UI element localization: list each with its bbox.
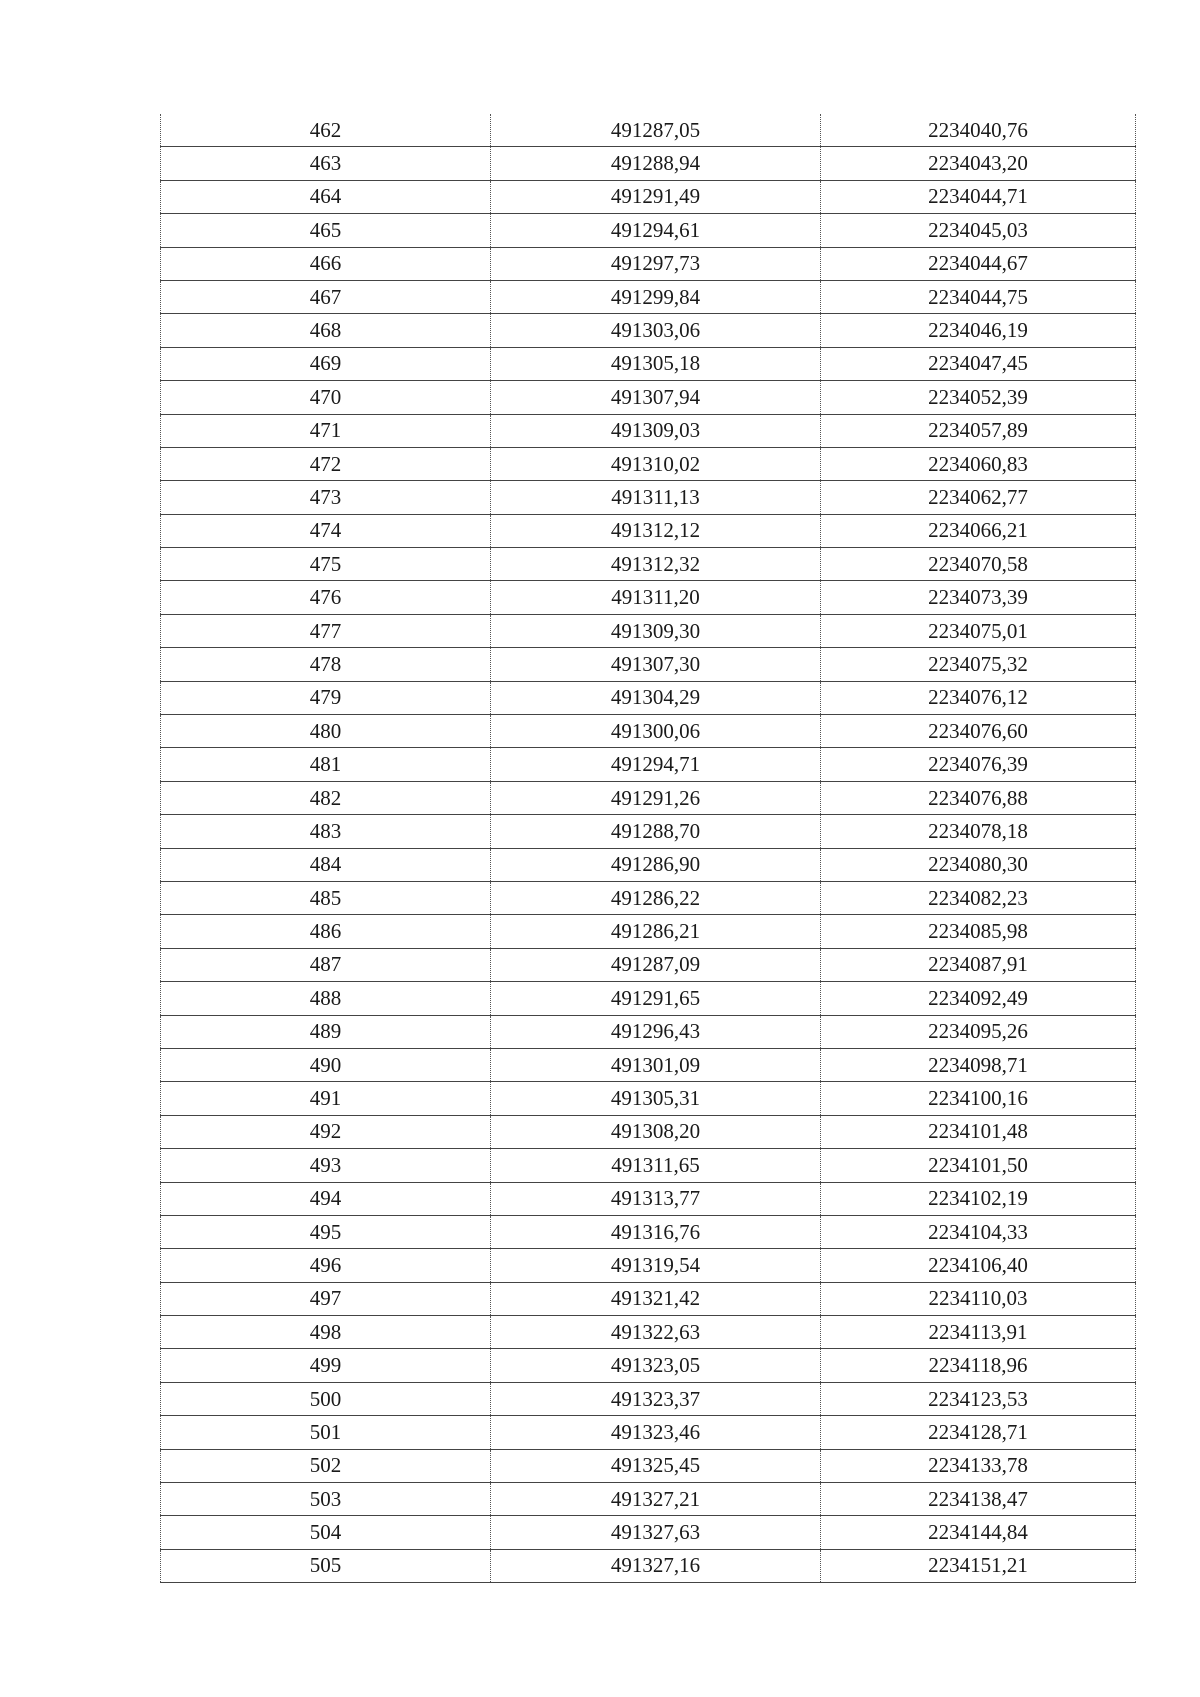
x-coordinate-cell: 491287,09: [491, 948, 821, 981]
point-number-cell: 469: [161, 347, 491, 380]
y-coordinate-cell: 2234076,12: [821, 681, 1136, 714]
y-coordinate-cell: 2234044,75: [821, 280, 1136, 313]
table-row: [161, 1549, 1136, 1582]
y-coordinate-cell: 2234101,48: [821, 1115, 1136, 1148]
table-row: [161, 147, 1136, 180]
table-row: [161, 1449, 1136, 1482]
x-coordinate-cell: 491286,90: [491, 848, 821, 881]
x-coordinate-cell: 491303,06: [491, 314, 821, 347]
y-coordinate-cell: 2234044,67: [821, 247, 1136, 280]
x-coordinate-cell: 491305,18: [491, 347, 821, 380]
table-row: [161, 1249, 1136, 1282]
point-number-cell: 464: [161, 180, 491, 213]
y-coordinate-cell: 2234151,21: [821, 1549, 1136, 1582]
point-number-cell: 475: [161, 548, 491, 581]
y-coordinate-cell: 2234128,71: [821, 1416, 1136, 1449]
point-number-cell: 476: [161, 581, 491, 614]
table-row: [161, 280, 1136, 313]
coordinates-table: [160, 114, 1136, 1583]
y-coordinate-cell: 2234082,23: [821, 881, 1136, 914]
x-coordinate-cell: 491325,45: [491, 1449, 821, 1482]
point-number-cell: 498: [161, 1316, 491, 1349]
table-row: [161, 514, 1136, 547]
x-coordinate-cell: 491305,31: [491, 1082, 821, 1115]
y-coordinate-cell: 2234076,60: [821, 715, 1136, 748]
table-row: [161, 347, 1136, 380]
point-number-cell: 493: [161, 1149, 491, 1182]
point-number-cell: 488: [161, 982, 491, 1015]
table-row: [161, 1015, 1136, 1048]
x-coordinate-cell: 491307,94: [491, 381, 821, 414]
x-coordinate-cell: 491323,37: [491, 1382, 821, 1415]
x-coordinate-cell: 491312,32: [491, 548, 821, 581]
table-row: [161, 1182, 1136, 1215]
x-coordinate-cell: 491321,42: [491, 1282, 821, 1315]
point-number-cell: 486: [161, 915, 491, 948]
table-row: [161, 948, 1136, 981]
x-coordinate-cell: 491291,65: [491, 982, 821, 1015]
y-coordinate-cell: 2234076,88: [821, 781, 1136, 814]
table-row: [161, 781, 1136, 814]
y-coordinate-cell: 2234057,89: [821, 414, 1136, 447]
x-coordinate-cell: 491309,30: [491, 614, 821, 647]
x-coordinate-cell: 491286,21: [491, 915, 821, 948]
y-coordinate-cell: 2234040,76: [821, 114, 1136, 147]
point-number-cell: 484: [161, 848, 491, 881]
table-row: [161, 180, 1136, 213]
y-coordinate-cell: 2234087,91: [821, 948, 1136, 981]
point-number-cell: 503: [161, 1483, 491, 1516]
y-coordinate-cell: 2234106,40: [821, 1249, 1136, 1282]
point-number-cell: 491: [161, 1082, 491, 1115]
point-number-cell: 490: [161, 1048, 491, 1081]
y-coordinate-cell: 2234044,71: [821, 180, 1136, 213]
point-number-cell: 471: [161, 414, 491, 447]
table-row: [161, 1516, 1136, 1549]
table-row: [161, 1316, 1136, 1349]
x-coordinate-cell: 491323,46: [491, 1416, 821, 1449]
table-row: [161, 214, 1136, 247]
x-coordinate-cell: 491296,43: [491, 1015, 821, 1048]
y-coordinate-cell: 2234045,03: [821, 214, 1136, 247]
y-coordinate-cell: 2234110,03: [821, 1282, 1136, 1315]
y-coordinate-cell: 2234113,91: [821, 1316, 1136, 1349]
table-row: [161, 648, 1136, 681]
table-row: [161, 748, 1136, 781]
x-coordinate-cell: 491300,06: [491, 715, 821, 748]
table-row: [161, 1349, 1136, 1382]
table-row: [161, 1149, 1136, 1182]
table-row: [161, 715, 1136, 748]
x-coordinate-cell: 491323,05: [491, 1349, 821, 1382]
y-coordinate-cell: 2234043,20: [821, 147, 1136, 180]
y-coordinate-cell: 2234098,71: [821, 1048, 1136, 1081]
table-row: [161, 1048, 1136, 1081]
x-coordinate-cell: 491327,21: [491, 1483, 821, 1516]
point-number-cell: 501: [161, 1416, 491, 1449]
x-coordinate-cell: 491291,49: [491, 180, 821, 213]
table-row: [161, 848, 1136, 881]
table-row: [161, 247, 1136, 280]
table-row: [161, 414, 1136, 447]
point-number-cell: 478: [161, 648, 491, 681]
y-coordinate-cell: 2234066,21: [821, 514, 1136, 547]
x-coordinate-cell: 491294,71: [491, 748, 821, 781]
point-number-cell: 467: [161, 280, 491, 313]
y-coordinate-cell: 2234052,39: [821, 381, 1136, 414]
point-number-cell: 483: [161, 815, 491, 848]
x-coordinate-cell: 491287,05: [491, 114, 821, 147]
y-coordinate-cell: 2234073,39: [821, 581, 1136, 614]
coordinates-table-body: [161, 114, 1136, 1583]
x-coordinate-cell: 491327,16: [491, 1549, 821, 1582]
y-coordinate-cell: 2234101,50: [821, 1149, 1136, 1182]
y-coordinate-cell: 2234133,78: [821, 1449, 1136, 1482]
point-number-cell: 477: [161, 614, 491, 647]
x-coordinate-cell: 491312,12: [491, 514, 821, 547]
point-number-cell: 492: [161, 1115, 491, 1148]
x-coordinate-cell: 491316,76: [491, 1215, 821, 1248]
y-coordinate-cell: 2234047,45: [821, 347, 1136, 380]
y-coordinate-cell: 2234070,58: [821, 548, 1136, 581]
table-row: [161, 114, 1136, 147]
x-coordinate-cell: 491327,63: [491, 1516, 821, 1549]
x-coordinate-cell: 491310,02: [491, 447, 821, 480]
x-coordinate-cell: 491286,22: [491, 881, 821, 914]
table-row: [161, 815, 1136, 848]
table-row: [161, 381, 1136, 414]
x-coordinate-cell: 491299,84: [491, 280, 821, 313]
y-coordinate-cell: 2234100,16: [821, 1082, 1136, 1115]
table-row: [161, 581, 1136, 614]
point-number-cell: 499: [161, 1349, 491, 1382]
point-number-cell: 468: [161, 314, 491, 347]
table-row: [161, 548, 1136, 581]
point-number-cell: 496: [161, 1249, 491, 1282]
point-number-cell: 489: [161, 1015, 491, 1048]
point-number-cell: 485: [161, 881, 491, 914]
point-number-cell: 479: [161, 681, 491, 714]
table-row: [161, 982, 1136, 1015]
point-number-cell: 463: [161, 147, 491, 180]
x-coordinate-cell: 491311,13: [491, 481, 821, 514]
x-coordinate-cell: 491304,29: [491, 681, 821, 714]
y-coordinate-cell: 2234138,47: [821, 1483, 1136, 1516]
y-coordinate-cell: 2234060,83: [821, 447, 1136, 480]
y-coordinate-cell: 2234046,19: [821, 314, 1136, 347]
table-row: [161, 1115, 1136, 1148]
point-number-cell: 473: [161, 481, 491, 514]
table-row: [161, 1483, 1136, 1516]
point-number-cell: 505: [161, 1549, 491, 1582]
x-coordinate-cell: 491307,30: [491, 648, 821, 681]
y-coordinate-cell: 2234102,19: [821, 1182, 1136, 1215]
point-number-cell: 466: [161, 247, 491, 280]
x-coordinate-cell: 491288,94: [491, 147, 821, 180]
point-number-cell: 474: [161, 514, 491, 547]
table-row: [161, 681, 1136, 714]
point-number-cell: 495: [161, 1215, 491, 1248]
x-coordinate-cell: 491311,20: [491, 581, 821, 614]
point-number-cell: 494: [161, 1182, 491, 1215]
table-row: [161, 1416, 1136, 1449]
y-coordinate-cell: 2234123,53: [821, 1382, 1136, 1415]
x-coordinate-cell: 491301,09: [491, 1048, 821, 1081]
point-number-cell: 470: [161, 381, 491, 414]
point-number-cell: 462: [161, 114, 491, 147]
point-number-cell: 481: [161, 748, 491, 781]
point-number-cell: 482: [161, 781, 491, 814]
point-number-cell: 504: [161, 1516, 491, 1549]
y-coordinate-cell: 2234078,18: [821, 815, 1136, 848]
table-row: [161, 915, 1136, 948]
x-coordinate-cell: 491291,26: [491, 781, 821, 814]
y-coordinate-cell: 2234104,33: [821, 1215, 1136, 1248]
table-row: [161, 1082, 1136, 1115]
y-coordinate-cell: 2234080,30: [821, 848, 1136, 881]
y-coordinate-cell: 2234095,26: [821, 1015, 1136, 1048]
x-coordinate-cell: 491309,03: [491, 414, 821, 447]
table-row: [161, 1382, 1136, 1415]
point-number-cell: 502: [161, 1449, 491, 1482]
table-row: [161, 881, 1136, 914]
y-coordinate-cell: 2234092,49: [821, 982, 1136, 1015]
y-coordinate-cell: 2234075,32: [821, 648, 1136, 681]
table-row: [161, 447, 1136, 480]
x-coordinate-cell: 491322,63: [491, 1316, 821, 1349]
y-coordinate-cell: 2234118,96: [821, 1349, 1136, 1382]
point-number-cell: 480: [161, 715, 491, 748]
table-row: [161, 481, 1136, 514]
x-coordinate-cell: 491288,70: [491, 815, 821, 848]
x-coordinate-cell: 491308,20: [491, 1115, 821, 1148]
table-row: [161, 1282, 1136, 1315]
table-row: [161, 614, 1136, 647]
y-coordinate-cell: 2234144,84: [821, 1516, 1136, 1549]
point-number-cell: 487: [161, 948, 491, 981]
x-coordinate-cell: 491294,61: [491, 214, 821, 247]
y-coordinate-cell: 2234085,98: [821, 915, 1136, 948]
point-number-cell: 497: [161, 1282, 491, 1315]
table-row: [161, 1215, 1136, 1248]
x-coordinate-cell: 491311,65: [491, 1149, 821, 1182]
point-number-cell: 472: [161, 447, 491, 480]
table-row: [161, 314, 1136, 347]
x-coordinate-cell: 491313,77: [491, 1182, 821, 1215]
x-coordinate-cell: 491297,73: [491, 247, 821, 280]
point-number-cell: 500: [161, 1382, 491, 1415]
y-coordinate-cell: 2234075,01: [821, 614, 1136, 647]
y-coordinate-cell: 2234062,77: [821, 481, 1136, 514]
point-number-cell: 465: [161, 214, 491, 247]
y-coordinate-cell: 2234076,39: [821, 748, 1136, 781]
x-coordinate-cell: 491319,54: [491, 1249, 821, 1282]
